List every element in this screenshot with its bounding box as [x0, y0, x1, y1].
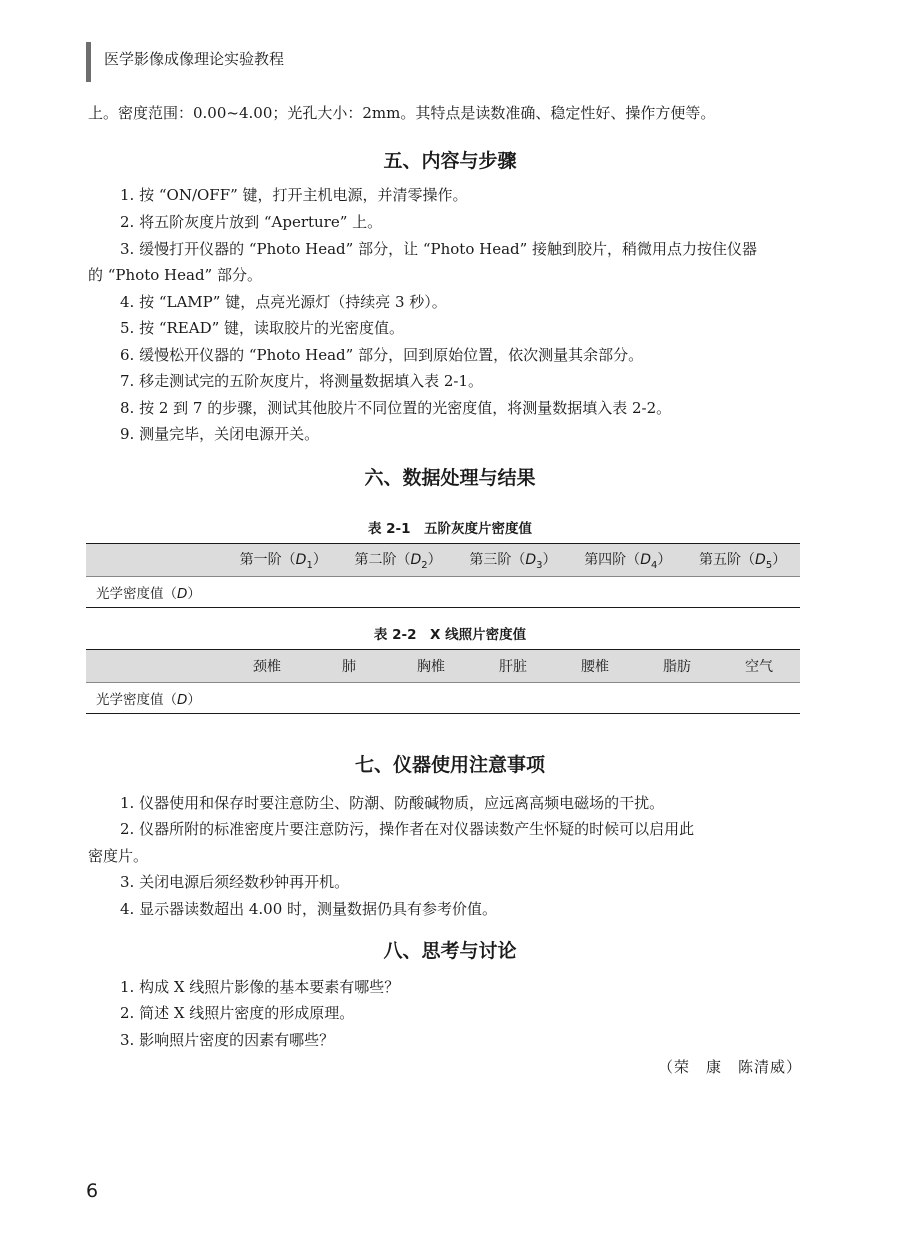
table-2-col-3: 胸椎	[417, 659, 445, 675]
caution-4: 4. 显示器读数超出 4.00 时，测量数据仍具有参考价值。	[120, 900, 498, 918]
table-1-caption: 表 2-1 五阶灰度片密度值	[367, 521, 533, 537]
step-3-continued: 的 “Photo Head” 部分。	[88, 266, 262, 284]
step-7: 7. 移走测试完的五阶灰度片，将测量数据填入表 2-1。	[120, 372, 484, 390]
step-9: 9. 测量完毕，关闭电源开关。	[120, 425, 320, 443]
table-1-header-row	[86, 543, 800, 577]
table-1-col-1: 第一阶$(D_1)$	[239, 552, 327, 571]
question-1: 1. 构成 X 线照片影像的基本要素有哪些？	[120, 978, 400, 996]
table-2	[86, 649, 800, 714]
caution-3: 3. 关闭电源后须经数秒钟再开机。	[120, 873, 350, 891]
section-8-heading: 八、思考与讨论	[383, 940, 517, 962]
caution-1: 1. 仪器使用和保存时要注意防尘、防潮、防酸碱物质，应远离高频电磁场的干扰。	[120, 794, 665, 812]
table-1-col-2: 第二阶$(D_2)$	[354, 552, 442, 571]
authors-signature: （荣 康 陈清威）	[657, 1058, 802, 1076]
section-5-heading: 五、内容与步骤	[383, 150, 517, 172]
table-1-col-5: 第五阶$(D_5)$	[699, 552, 787, 571]
table-2-caption: 表 2-2 X 线照片密度值	[373, 627, 527, 643]
table-1-row-label: 光学密度值（D）	[96, 586, 201, 602]
table-2-col-6: 脂肪	[663, 659, 691, 675]
table-2-row-label: 光学密度值（D）	[96, 692, 201, 708]
page-number: 6	[86, 1180, 99, 1202]
table-2-col-2: 肺	[342, 659, 356, 675]
section-7-heading: 七、仪器使用注意事项	[354, 754, 545, 776]
table-2-col-4: 肝脏	[499, 659, 527, 675]
header-bar	[86, 42, 91, 82]
question-3: 3. 影响照片密度的因素有哪些？	[120, 1031, 335, 1049]
running-header-title: 医学影像成像理论实验教程	[104, 50, 285, 68]
table-2-col-5: 腰椎	[581, 659, 609, 675]
section-6-heading: 六、数据处理与结果	[364, 467, 536, 489]
table-2-col-1: 颈椎	[253, 659, 281, 675]
step-1: 1. 按 “ON/OFF” 键，打开主机电源，并清零操作。	[120, 186, 468, 204]
table-1-data-row	[86, 577, 800, 608]
intro-paragraph: 上。密度范围：0.00~4.00；光孔大小：2mm。其特点是读数准确、稳定性好、操作方便等。	[88, 104, 716, 122]
step-5: 5. 按 “READ” 键，读取胶片的光密度值。	[120, 319, 405, 337]
step-3: 3. 缓慢打开仪器的 “Photo Head” 部分，让 “Photo Head” 接触到胶片，稍微用点力按住仪器	[120, 240, 758, 258]
step-2: 2. 将五阶灰度片放到 “Aperture” 上。	[120, 213, 383, 231]
caution-2-continued: 密度片。	[88, 847, 149, 865]
table-2-header-row	[86, 649, 800, 683]
caution-2: 2. 仪器所附的标准密度片要注意防污，操作者在对仪器读数产生怀疑的时候可以启用此	[120, 820, 695, 838]
table-1-col-4: 第四阶$(D_4)$	[584, 552, 672, 571]
table-1-col-3: 第三阶$(D_3)$	[469, 552, 557, 571]
question-2: 2. 简述 X 线照片密度的形成原理。	[120, 1004, 355, 1022]
table-2-col-7: 空气	[745, 659, 773, 675]
step-6: 6. 缓慢松开仪器的 “Photo Head” 部分，回到原始位置，依次测量其余部分。	[120, 346, 644, 364]
step-8: 8. 按 2 到 7 的步骤，测试其他胶片不同位置的光密度值，将测量数据填入表 2-2。	[120, 399, 672, 417]
step-4: 4. 按 “LAMP” 键，点亮光源灯（持续亮 3 秒）。	[120, 293, 447, 311]
table-1	[86, 543, 800, 608]
table-2-data-row	[86, 683, 800, 714]
